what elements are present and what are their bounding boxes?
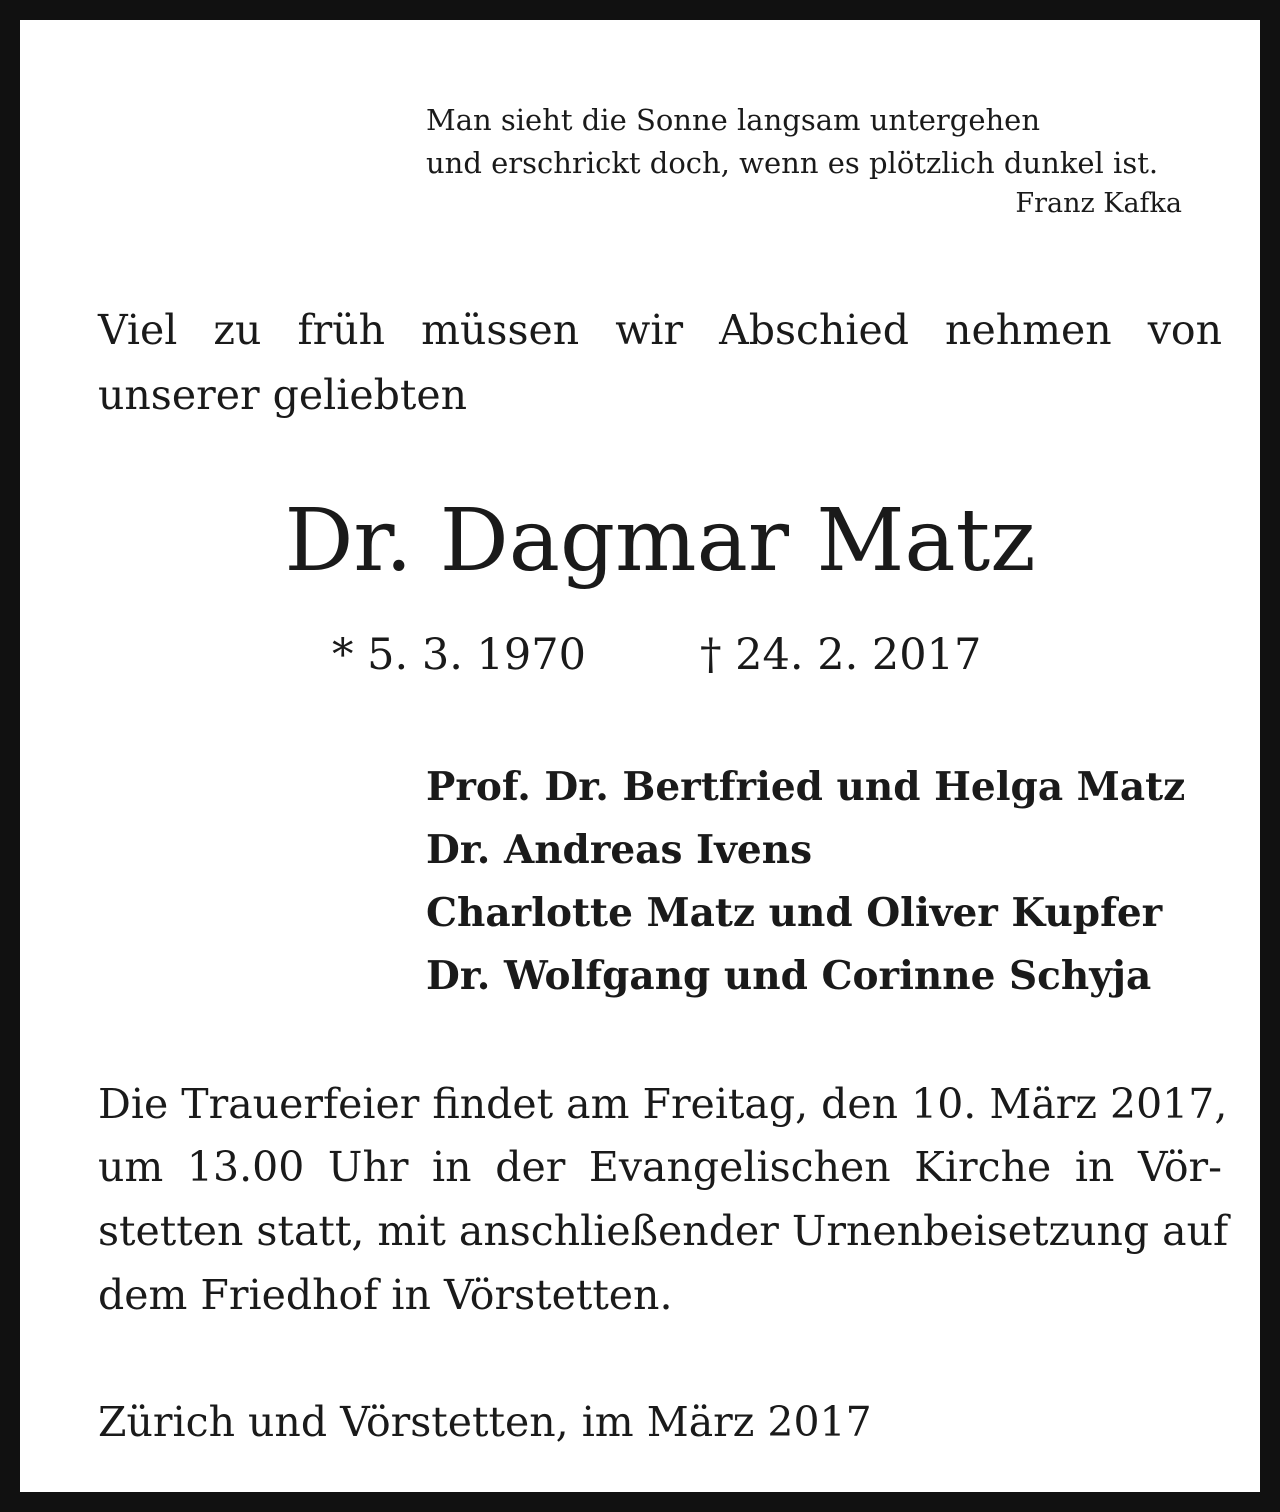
deceased-name: Dr. Dagmar Matz: [284, 491, 1036, 591]
service-line-2: um 13.00 Uhr in der Evangelischen Kirche in Vör-: [98, 1143, 1222, 1191]
intro-line-2: unserer geliebten: [98, 371, 467, 419]
service-line-3: stetten statt, mit anschließender Urnenbeisetzung auf: [98, 1207, 1229, 1255]
quote-author: Franz Kafka: [1015, 188, 1182, 219]
quote-line-1: Man sieht die Sonne langsam untergehen: [426, 103, 1040, 137]
mourner-2: Dr. Andreas Ivens: [426, 827, 813, 873]
quote-line-2: und erschrickt doch, wenn es plötzlich dunkel ist.: [426, 146, 1159, 180]
intro-line-1: Viel zu früh müssen wir Abschied nehmen von: [98, 306, 1222, 354]
mourner-3: Charlotte Matz und Oliver Kupfer: [426, 890, 1163, 936]
mourner-1: Prof. Dr. Bertfried und Helga Matz: [426, 764, 1186, 810]
service-line-4: dem Friedhof in Vörstetten.: [98, 1271, 673, 1319]
death-date: † 24. 2. 2017: [700, 630, 982, 680]
birth-date: * 5. 3. 1970: [332, 630, 586, 680]
service-line-1: Die Trauerfeier findet am Freitag, den 10. März 2017,: [98, 1080, 1228, 1128]
mourner-4: Dr. Wolfgang und Corinne Schyja: [426, 953, 1152, 999]
closing-line: Zürich und Vörstetten, im März 2017: [98, 1398, 872, 1446]
